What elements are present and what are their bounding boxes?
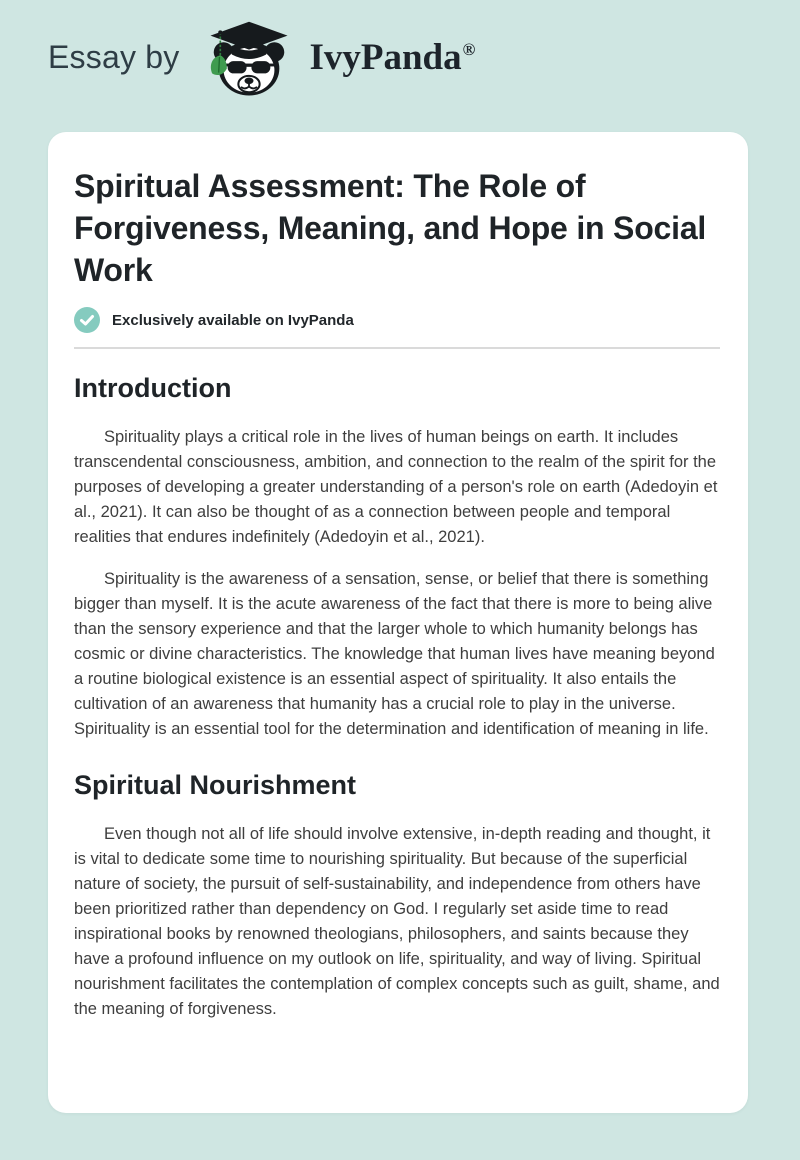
brand-name — [309, 36, 476, 78]
ivypanda-brand-link[interactable] — [193, 16, 475, 98]
paragraph: Spirituality is the awareness of a sensation, sense, or belief that there is something bigger than myself. It is the acute awareness of the fact that there is more to being alive than the sensory experience and that the larger whole to which humanity belongs has cosmic or divine characteristics. The knowledge that human lives have meaning beyond a routine biological existence is an essential aspect of spirituality. It also entails the cultivation of an awareness that humanity has a crucial role to play in the universe. Spirituality is an essential tool for the determination and identification of meaning in life. — [74, 570, 715, 738]
section-heading-spiritual-nourishment: Spiritual Nourishment — [74, 770, 357, 800]
brand-text: IvyPanda — [309, 36, 462, 78]
exclusive-badge — [74, 307, 720, 333]
ivypanda-logo-icon — [193, 16, 305, 98]
check-icon — [74, 307, 100, 333]
registered-mark: ® — [462, 39, 476, 59]
paragraph: Spirituality plays a critical role in the lives of human beings on earth. It includes transcendental consciousness, ambition, and connection to the realm of the spirit for the purposes of developing a greater understanding of a person's role on earth (Adedoyin et al., 2021). It can also be thought of as a connection between people and temporal realities that endures indefinitely (Adedoyin et al., 2021). — [74, 428, 718, 546]
exclusive-badge-label: Exclusively available on IvyPanda — [112, 311, 354, 329]
essay-card — [48, 132, 748, 1113]
essay-by-label: Essay by — [48, 38, 180, 75]
essay-title: Spiritual Assessment: The Role of Forgiveness, Meaning, and Hope in Social Work — [74, 168, 707, 288]
divider — [74, 347, 720, 349]
paragraph: Even though not all of life should involve extensive, in-depth reading and thought, it is vital to dedicate some time to nourishing spirituality. But because of the superficial nature of society, the pursuit of self-sustainability, and independence from others have been prioritized rather than dependency on God. I regularly set aside time to read inspirational books by renowned theologians, philosophers, and saints because they have a profound influence on my outlook on life, spirituality, and way of living. Spiritual nourishment facilitates the contemplation of complex concepts such as guilt, shame, and the meaning of forgiveness. — [74, 825, 720, 1018]
site-header — [0, 0, 800, 84]
section-heading-introduction: Introduction — [74, 373, 232, 403]
